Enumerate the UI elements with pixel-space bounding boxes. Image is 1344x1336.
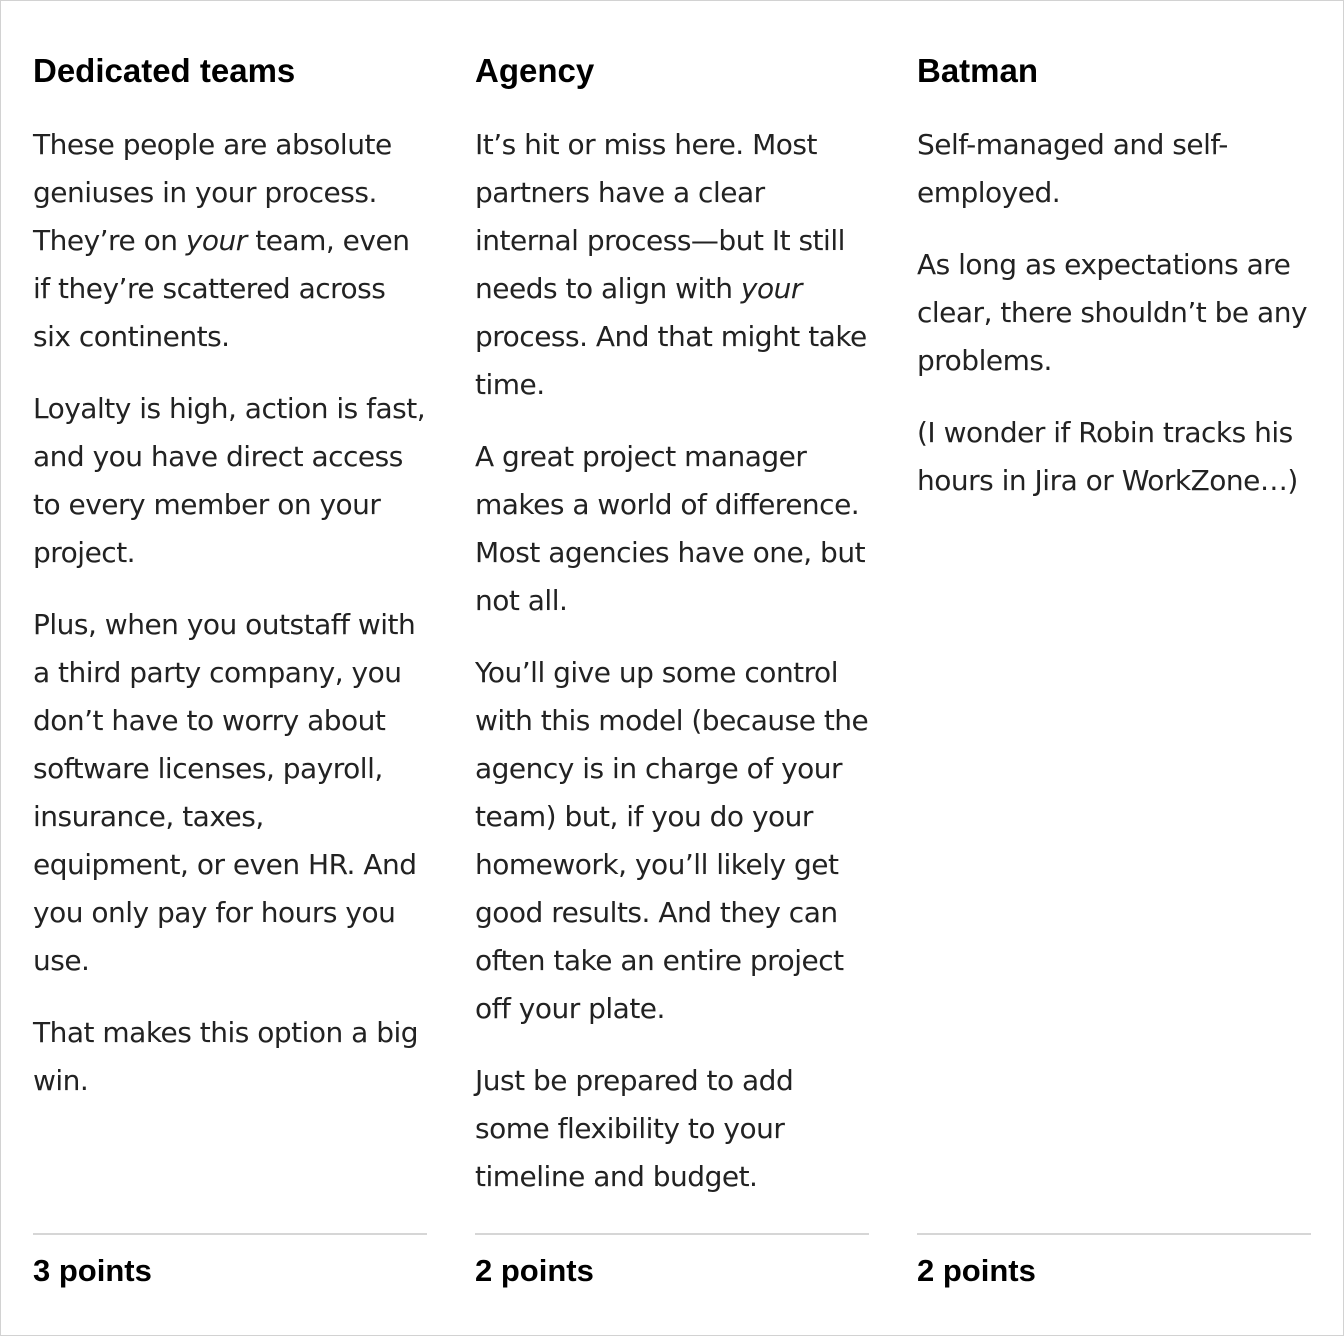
column-body [475, 121, 869, 1225]
paragraph: You’ll give up some control with this model (because the agency is in charge of your team) but, if you do your homework, you’ll likely get good results. And they can often take an entire project off your plate. [475, 656, 869, 1025]
points-score: 2 points [475, 1253, 594, 1288]
paragraph: A great project manager makes a world of difference. Most agencies have one, but not all. [475, 440, 866, 617]
paragraph: Plus, when you outstaff with a third party company, you don’t have to worry about software licenses, payroll, insurance, taxes, equipment, or even HR. And you only pay for hours you use. [33, 608, 417, 977]
divider [917, 1233, 1311, 1235]
divider [475, 1233, 869, 1235]
points-score: 2 points [917, 1253, 1036, 1288]
paragraph: Just be prepared to add some flexibility to your timeline and budget. [475, 1064, 794, 1193]
paragraph: These people are absolute geniuses in your process. They’re on your team, even if they’re scattered across six continents. [33, 128, 410, 353]
paragraph: (I wonder if Robin tracks his hours in Jira or WorkZone…) [917, 416, 1298, 497]
column-body [917, 121, 1311, 529]
column-title: Batman [917, 52, 1039, 89]
paragraph: That makes this option a big win. [33, 1016, 419, 1097]
column-agency [475, 1, 869, 1335]
column-dedicated-teams [33, 1, 427, 1335]
paragraph: As long as expectations are clear, there shouldn’t be any problems. [917, 248, 1308, 377]
paragraph: Loyalty is high, action is fast, and you have direct access to every member on your project. [33, 392, 426, 569]
points-score: 3 points [33, 1253, 152, 1288]
paragraph: Self-managed and self-employed. [917, 128, 1228, 209]
emphasis-text: your [185, 224, 247, 257]
column-batman [917, 1, 1311, 1335]
emphasis-text: your [740, 272, 802, 305]
column-body [33, 121, 427, 1129]
column-title: Dedicated teams [33, 52, 296, 89]
divider [33, 1233, 427, 1235]
paragraph: It’s hit or miss here. Most partners have a clear internal process—but It still needs to align with your process. And that might take time. [475, 128, 867, 401]
column-title: Agency [475, 52, 595, 89]
